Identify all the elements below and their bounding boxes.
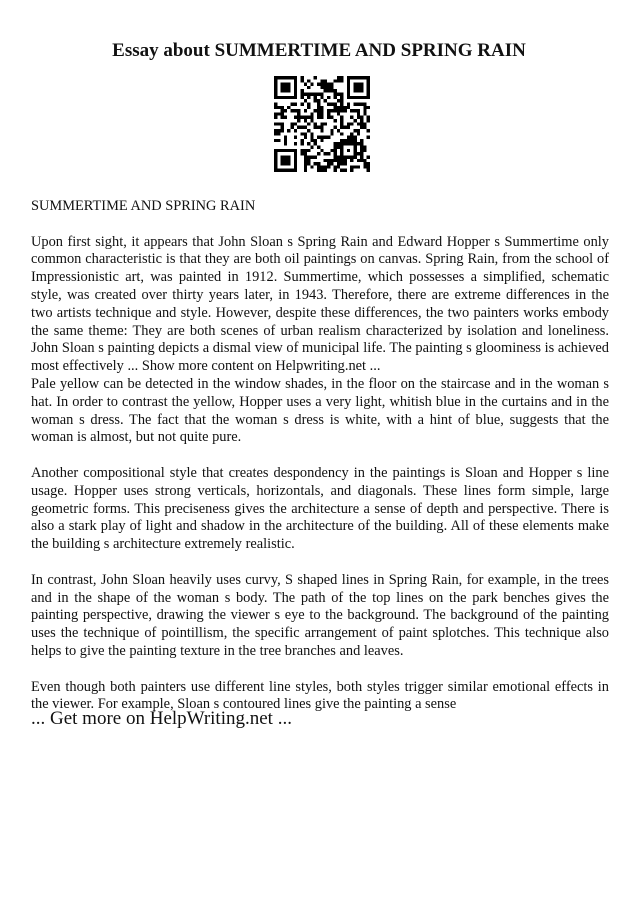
- paragraph-3: Another compositional style that creates despondency in the paintings is Sloan and Hopper s line usage. Hopper uses strong verticals, horizontals, and diagonals. These lines form simple, large geometric forms. This preciseness gives the architecture a sense of depth and perspective. There is also a stark play of light and shadow in the architecture of the building. All of these elements make the building s architecture extremely realistic.: [31, 464, 609, 553]
- paragraph-5: Even though both painters use different line styles, both styles trigger similar emotional effects in the viewer. For example, Sloan s contoured lines give the painting a sense: [31, 678, 609, 713]
- section-heading: SUMMERTIME AND SPRING RAIN: [31, 198, 256, 214]
- paragraph-1: Upon first sight, it appears that John Sloan s Spring Rain and Edward Hopper s Summertime only common characteristic is that they are both oil paintings on canvas. Spring Rain, from the school of Impressionistic art, was painted in 1912. Summertime, which possesses a simplified, schematic style, was created over thirty years later, in 1943. Therefore, there are extreme differences in the two artists technique and style. However, despite these differences, the two painters works embody the same theme: They are both scenes of urban realism characterized by isolation and loneliness. John Sloan s painting depicts a dismal view of municipal life. The painting s gloominess is achieved most effectively ... Show more content on Helpwriting.net ...: [31, 233, 609, 375]
- document-body: [31, 198, 609, 732]
- document-title: Essay about SUMMERTIME AND SPRING RAIN: [112, 40, 526, 61]
- paragraph-4: In contrast, John Sloan heavily uses curvy, S shaped lines in Spring Rain, for example, in the trees and in the shape of the woman s body. The path of the top lines on the park benches gives the painting perspective, drawing the viewer s eye to the background. The background of the painting uses the technique of pointillism, the specific arrangement of paint splotches. This technique also helps to give the painting texture in the tree branches and leaves.: [31, 571, 609, 659]
- get-more-link[interactable]: ... Get more on HelpWriting.net ...: [31, 708, 292, 729]
- qr-code-icon: [274, 76, 370, 172]
- paragraph-2: Pale yellow can be detected in the window shades, in the floor on the staircase and in the woman s hat. In order to contrast the yellow, Hopper uses a very light, whitish blue in the curtains and in the woman s dress. The fact that the woman s dress is white, with a hint of blue, suggests that the woman is almost, but not quite pure.: [31, 375, 609, 446]
